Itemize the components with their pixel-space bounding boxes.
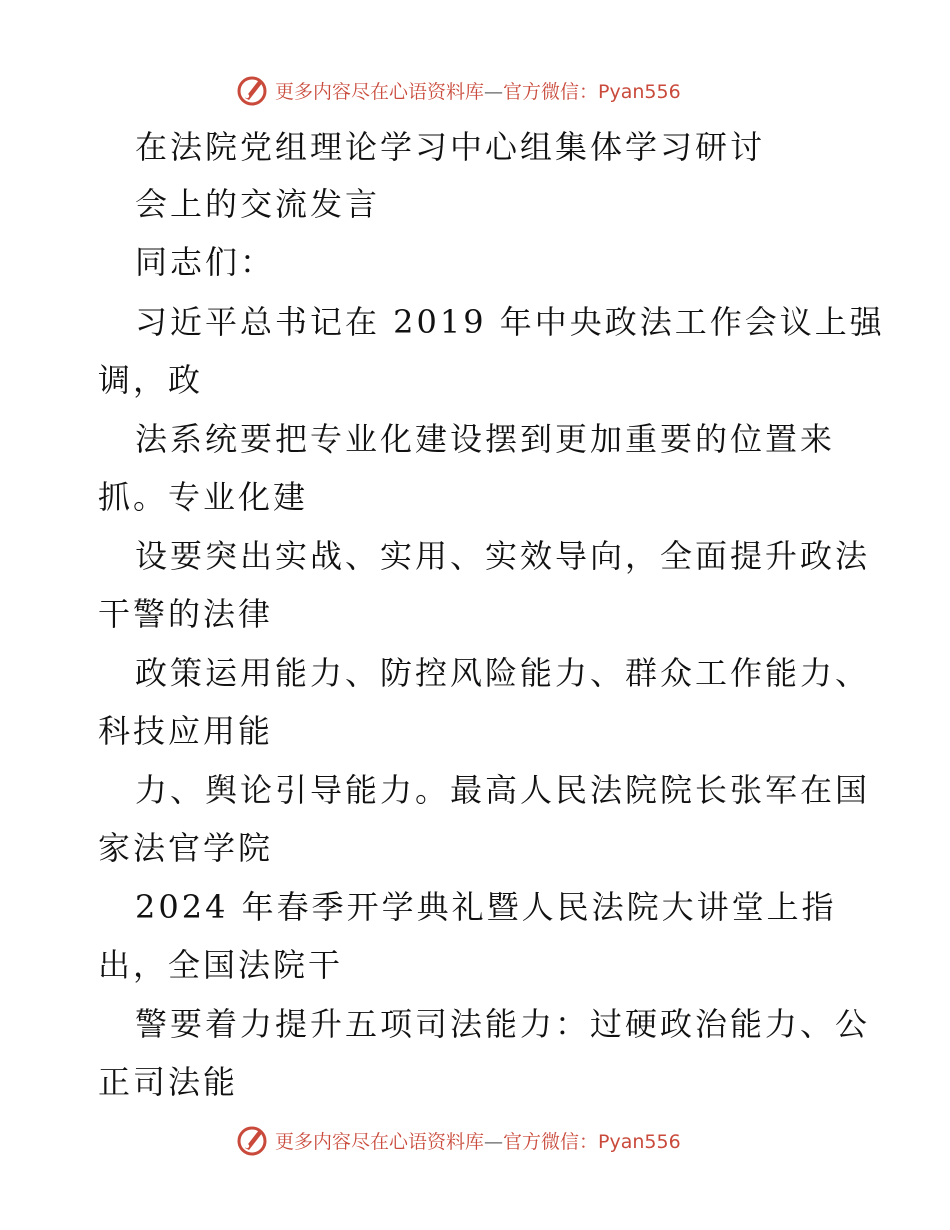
paragraph-line: 出，全国法院干 (98, 946, 344, 984)
header-watermark-banner (235, 70, 715, 110)
paragraph-line: 设要突出实战、实用、实效导向，全面提升政法 (135, 537, 871, 575)
paragraph-line: 干警的法律 (98, 595, 274, 633)
paragraph-line: 家法官学院 (98, 829, 274, 867)
document-title-line-1: 在法院党组理论学习中心组集体学习研讨 (135, 128, 766, 166)
paragraph-line: 习近平总书记在 2019 年中央政法工作会议上强 (135, 303, 885, 341)
paragraph-line: 2024 年春季开学典礼暨人民法院大讲堂上指 (135, 888, 837, 926)
paragraph-line: 警要着力提升五项司法能力：过硬政治能力、公 (135, 1005, 871, 1043)
quill-pen-logo-icon (235, 72, 271, 108)
paragraph-line: 政策运用能力、防控风险能力、群众工作能力、 (135, 654, 871, 692)
document-title-line-2: 会上的交流发言 (135, 185, 381, 223)
footer-watermark-banner (235, 1120, 715, 1160)
paragraph-line: 力、舆论引导能力。最高人民法院院长张军在国 (135, 771, 871, 809)
paragraph-line: 抓。专业化建 (98, 478, 309, 516)
watermark-text: 更多内容尽在心语资料库—官方微信：Pyan556 (275, 80, 681, 103)
salutation: 同志们： (135, 243, 276, 281)
paragraph-line: 法系统要把专业化建设摆到更加重要的位置来 (135, 420, 836, 458)
paragraph-line: 科技应用能 (98, 712, 274, 750)
paragraph-line: 调，政 (98, 361, 204, 399)
paragraph-line: 正司法能 (98, 1063, 239, 1101)
watermark-text: 更多内容尽在心语资料库—官方微信：Pyan556 (275, 1130, 681, 1153)
quill-pen-logo-icon (235, 1122, 271, 1158)
